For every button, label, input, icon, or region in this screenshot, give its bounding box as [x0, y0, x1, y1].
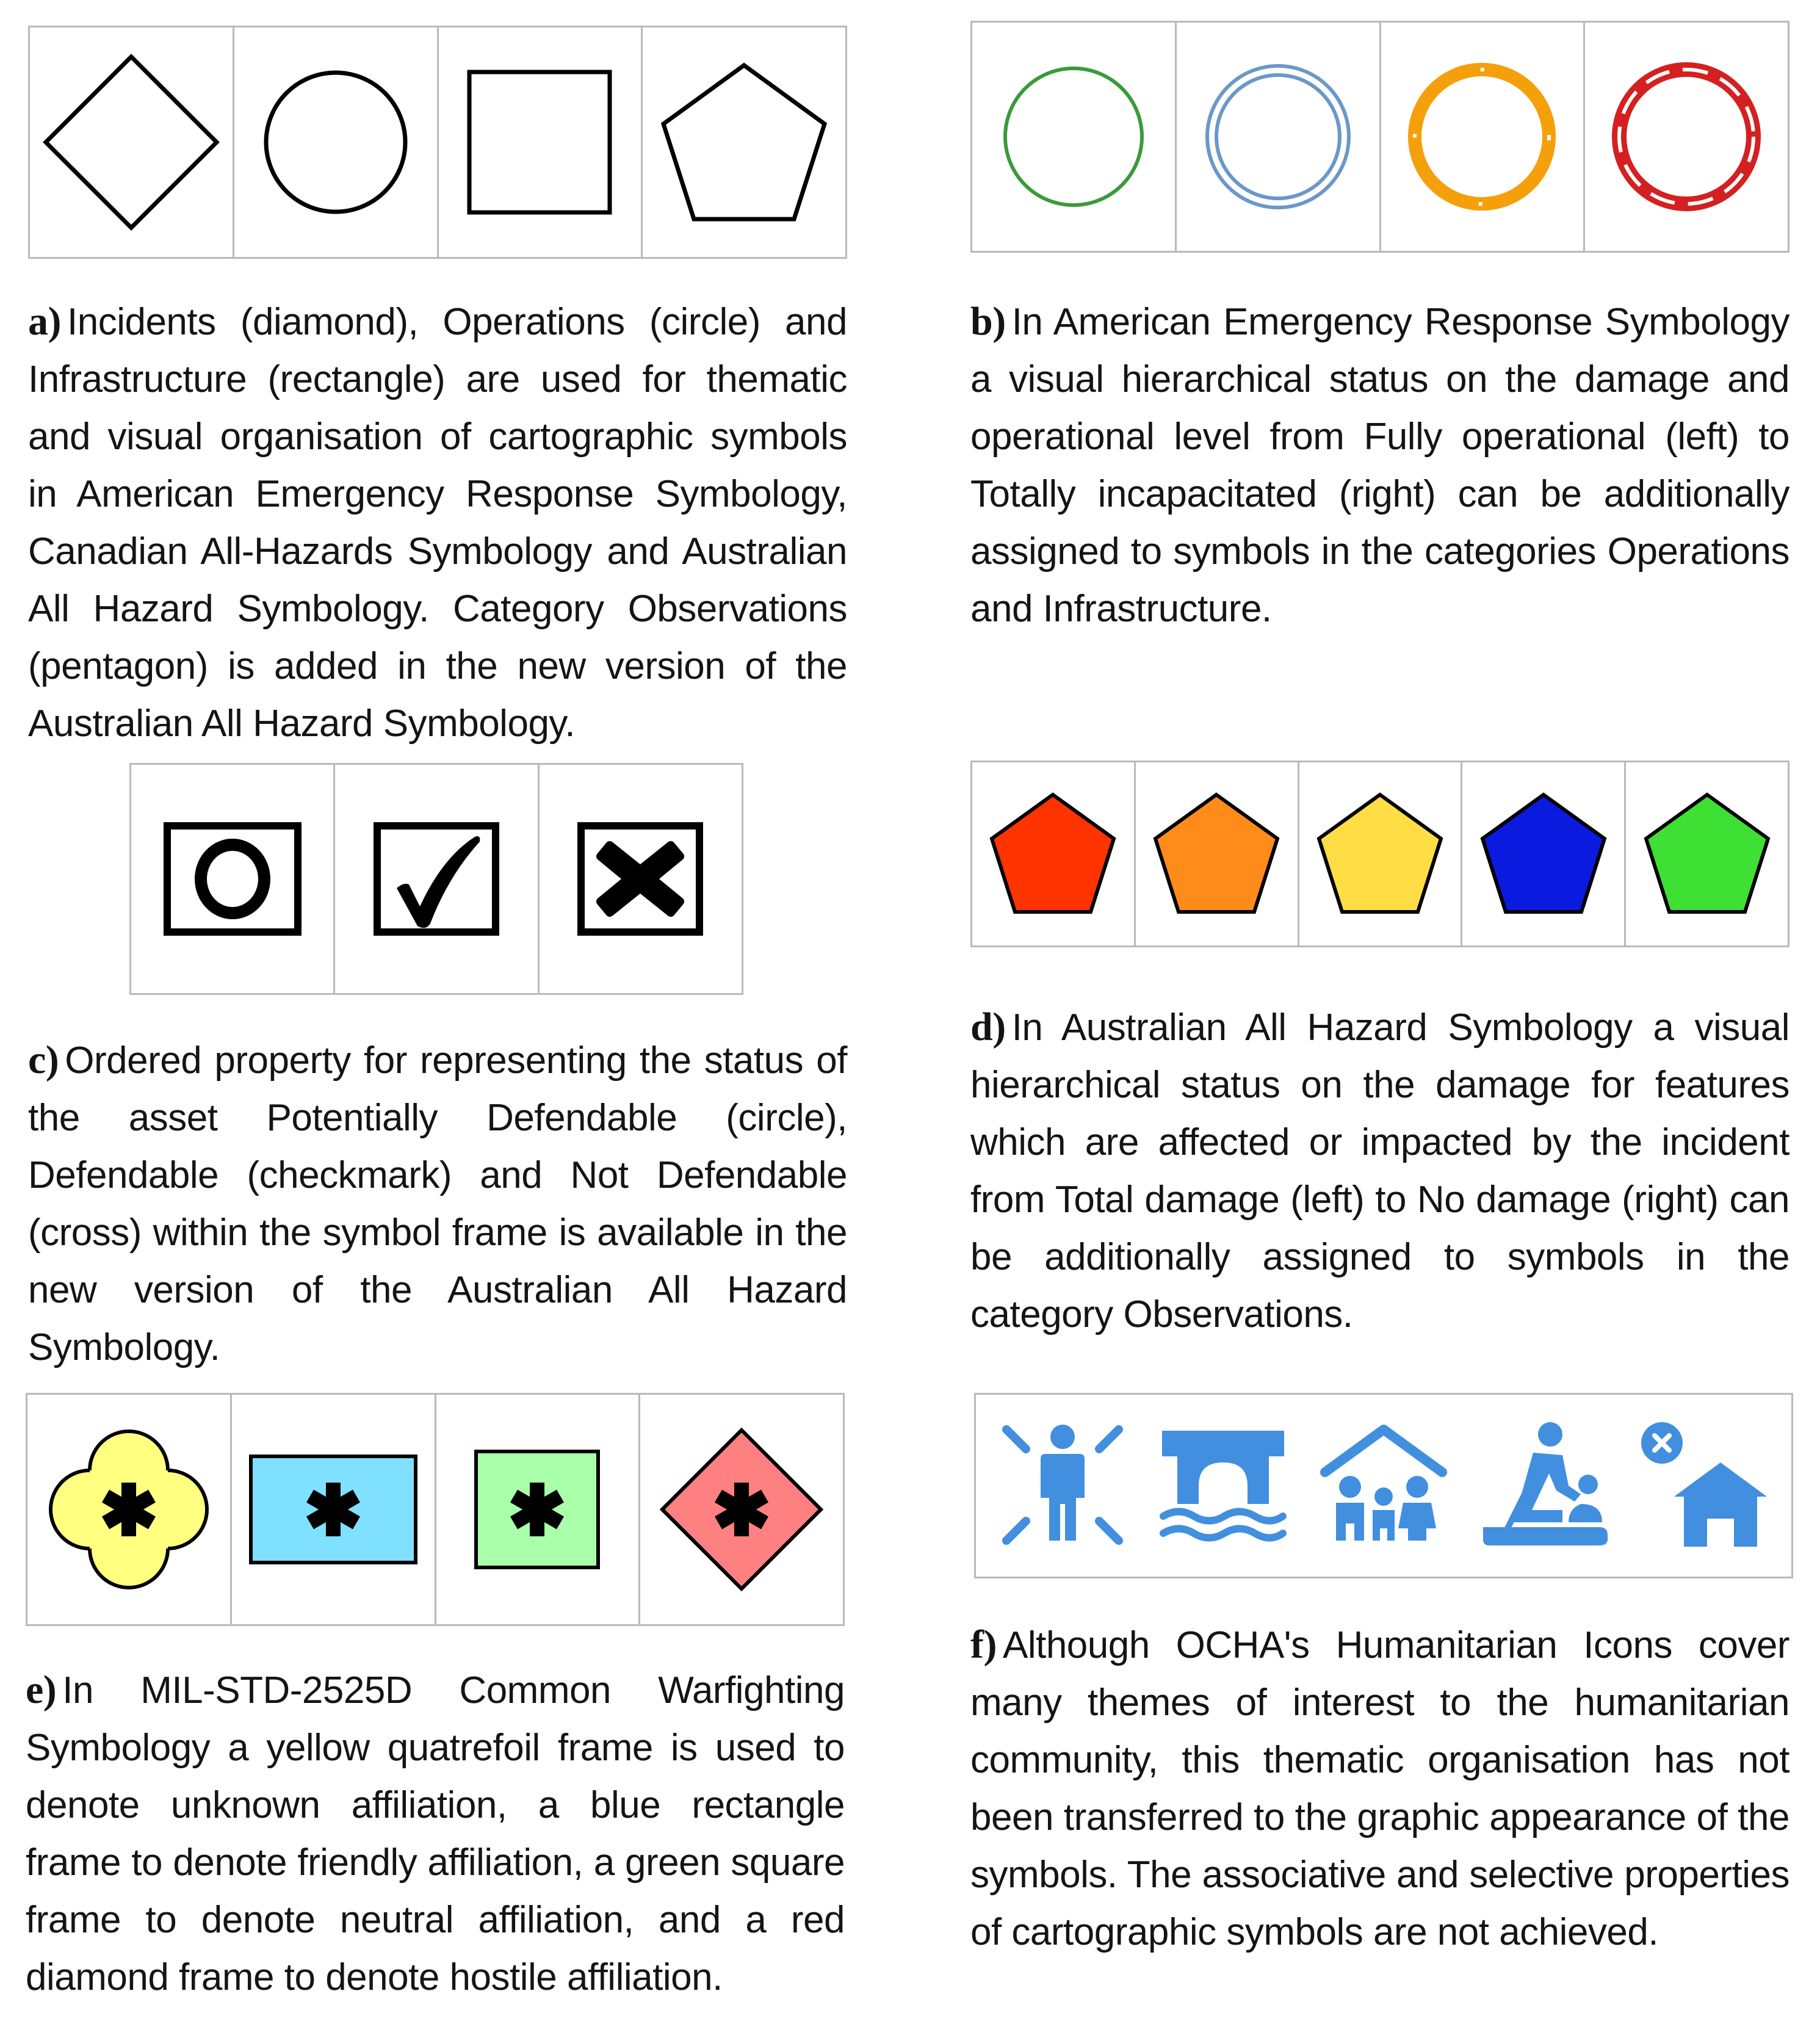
panel-e-cell-3	[435, 1395, 639, 1624]
panel-c-cell-1	[131, 765, 333, 993]
panel-b-cell-4	[1583, 23, 1788, 251]
panel-e-cell-4	[638, 1395, 843, 1624]
panel-b-cell-2	[1175, 23, 1379, 251]
panel-c-cell-2	[333, 765, 537, 993]
pentagon-icon	[655, 57, 832, 228]
bridge-flood-icon	[1156, 1419, 1290, 1553]
checkmark-in-box-icon	[372, 821, 500, 937]
double-ring-circle-icon	[1199, 57, 1357, 216]
panel-f-text: Although OCHA's Humanitarian Icons cover many themes of interest to the humanitarian community, this thematic organisation has not been transferred to the graphic appearance of the symbols. The associative and selective properties of cartographic symbols are not achieved.	[970, 1624, 1789, 1953]
pentagon-no-damage-icon	[1640, 790, 1774, 918]
panel-d-label: d)	[970, 1005, 1006, 1049]
panel-d-symbol-strip	[970, 761, 1789, 947]
yellow-quatrefoil-icon	[43, 1424, 214, 1595]
cross-in-box-icon	[576, 821, 704, 937]
panel-d-cell-3	[1298, 762, 1461, 945]
panel-a-label: a)	[28, 299, 61, 344]
panel-a-symbol-strip	[28, 26, 847, 259]
panel-a-text: Incidents (diamond), Operations (circle) and Infrastructure (rectangle) are used for thematic and visual organisation of cartographic symbols in American Emergency Response Symbology, Canadian All-Hazards Symbology and Australian All Hazard Symbology. Category Observations (pentagon) is added in the new version of the Australian All Hazard Symbology.	[28, 301, 847, 745]
panel-e-symbol-strip	[26, 1393, 845, 1626]
dashed-red-ring-icon	[1607, 57, 1766, 216]
panel-b-symbol-strip	[970, 21, 1789, 253]
panel-d-cell-2	[1134, 762, 1298, 945]
panel-c-caption	[28, 1032, 847, 1376]
panel-e-label: e)	[26, 1668, 57, 1712]
panel-d-cell-5	[1624, 762, 1788, 945]
panel-e-text: In MIL-STD-2525D Common Warfighting Symbology a yellow quatrefoil frame is used to denote unknown affiliation, a blue rectangle frame to denote friendly affiliation, a green square frame to denote neutral affiliation, and a red diamond frame to denote hostile affiliation.	[26, 1669, 845, 1998]
panel-b-label: b)	[970, 299, 1006, 344]
panel-f-label: f)	[970, 1622, 997, 1667]
panel-a-caption	[28, 293, 847, 753]
panel-c-label: c)	[28, 1038, 59, 1082]
panel-a-cell-3	[437, 27, 641, 257]
pentagon-blue-icon	[1476, 790, 1611, 918]
panel-f-caption	[970, 1616, 1789, 1961]
diamond-icon	[40, 51, 223, 234]
segmented-orange-ring-icon	[1403, 57, 1561, 216]
panel-d-cell-1	[972, 762, 1134, 945]
pentagon-orange-icon	[1149, 790, 1284, 918]
fully-operational-circle-icon	[994, 57, 1153, 216]
red-diamond-icon	[656, 1424, 827, 1595]
panel-c-text: Ordered property for representing the status of the asset Potentially Defendable (circle), Defendable (checkmark) and Not Defendable (cross) within the symbol frame is available in the new version of the Australian All Hazard Symbology.	[28, 1039, 847, 1368]
panel-e-caption	[26, 1661, 845, 2006]
shelter-family-icon	[1316, 1419, 1451, 1553]
panel-a-cell-1	[30, 27, 233, 257]
panel-d-text: In Australian All Hazard Symbology a visual hierarchical status on the damage for features which are affected or impacted by the incident from Total damage (left) to No damage (right) can be additionally assigned to symbols in the category Observations.	[970, 1007, 1789, 1335]
house-destroyed-icon	[1638, 1419, 1772, 1553]
green-square-icon	[473, 1448, 601, 1570]
circle-in-box-icon	[162, 821, 303, 937]
panel-e-cell-1	[27, 1395, 230, 1624]
panel-d-caption	[970, 999, 1789, 1343]
panel-a-cell-2	[233, 27, 437, 257]
pentagon-total-damage-icon	[986, 790, 1120, 918]
pentagon-yellow-icon	[1313, 790, 1447, 918]
square-icon	[460, 63, 619, 222]
panel-c-symbol-strip	[129, 763, 743, 995]
circle-icon	[256, 63, 415, 222]
panel-a-cell-4	[641, 27, 845, 257]
person-alert-icon	[995, 1419, 1130, 1553]
panel-b-caption	[970, 293, 1789, 638]
panel-c-cell-3	[538, 765, 742, 993]
panel-b-cell-3	[1379, 23, 1584, 251]
person-digging-icon	[1477, 1419, 1611, 1553]
panel-b-text: In American Emergency Response Symbology a visual hierarchical status on the damage and operational level from Fully operational (left) to Totally incapacitated (right) can be additionally assigned to symbols in the categories Operations and Infrastructure.	[970, 301, 1789, 630]
panel-b-cell-1	[972, 23, 1175, 251]
panel-e-cell-2	[230, 1395, 435, 1624]
blue-rectangle-icon	[248, 1451, 419, 1567]
panel-f-icon-strip	[974, 1393, 1793, 1578]
panel-d-cell-4	[1461, 762, 1624, 945]
